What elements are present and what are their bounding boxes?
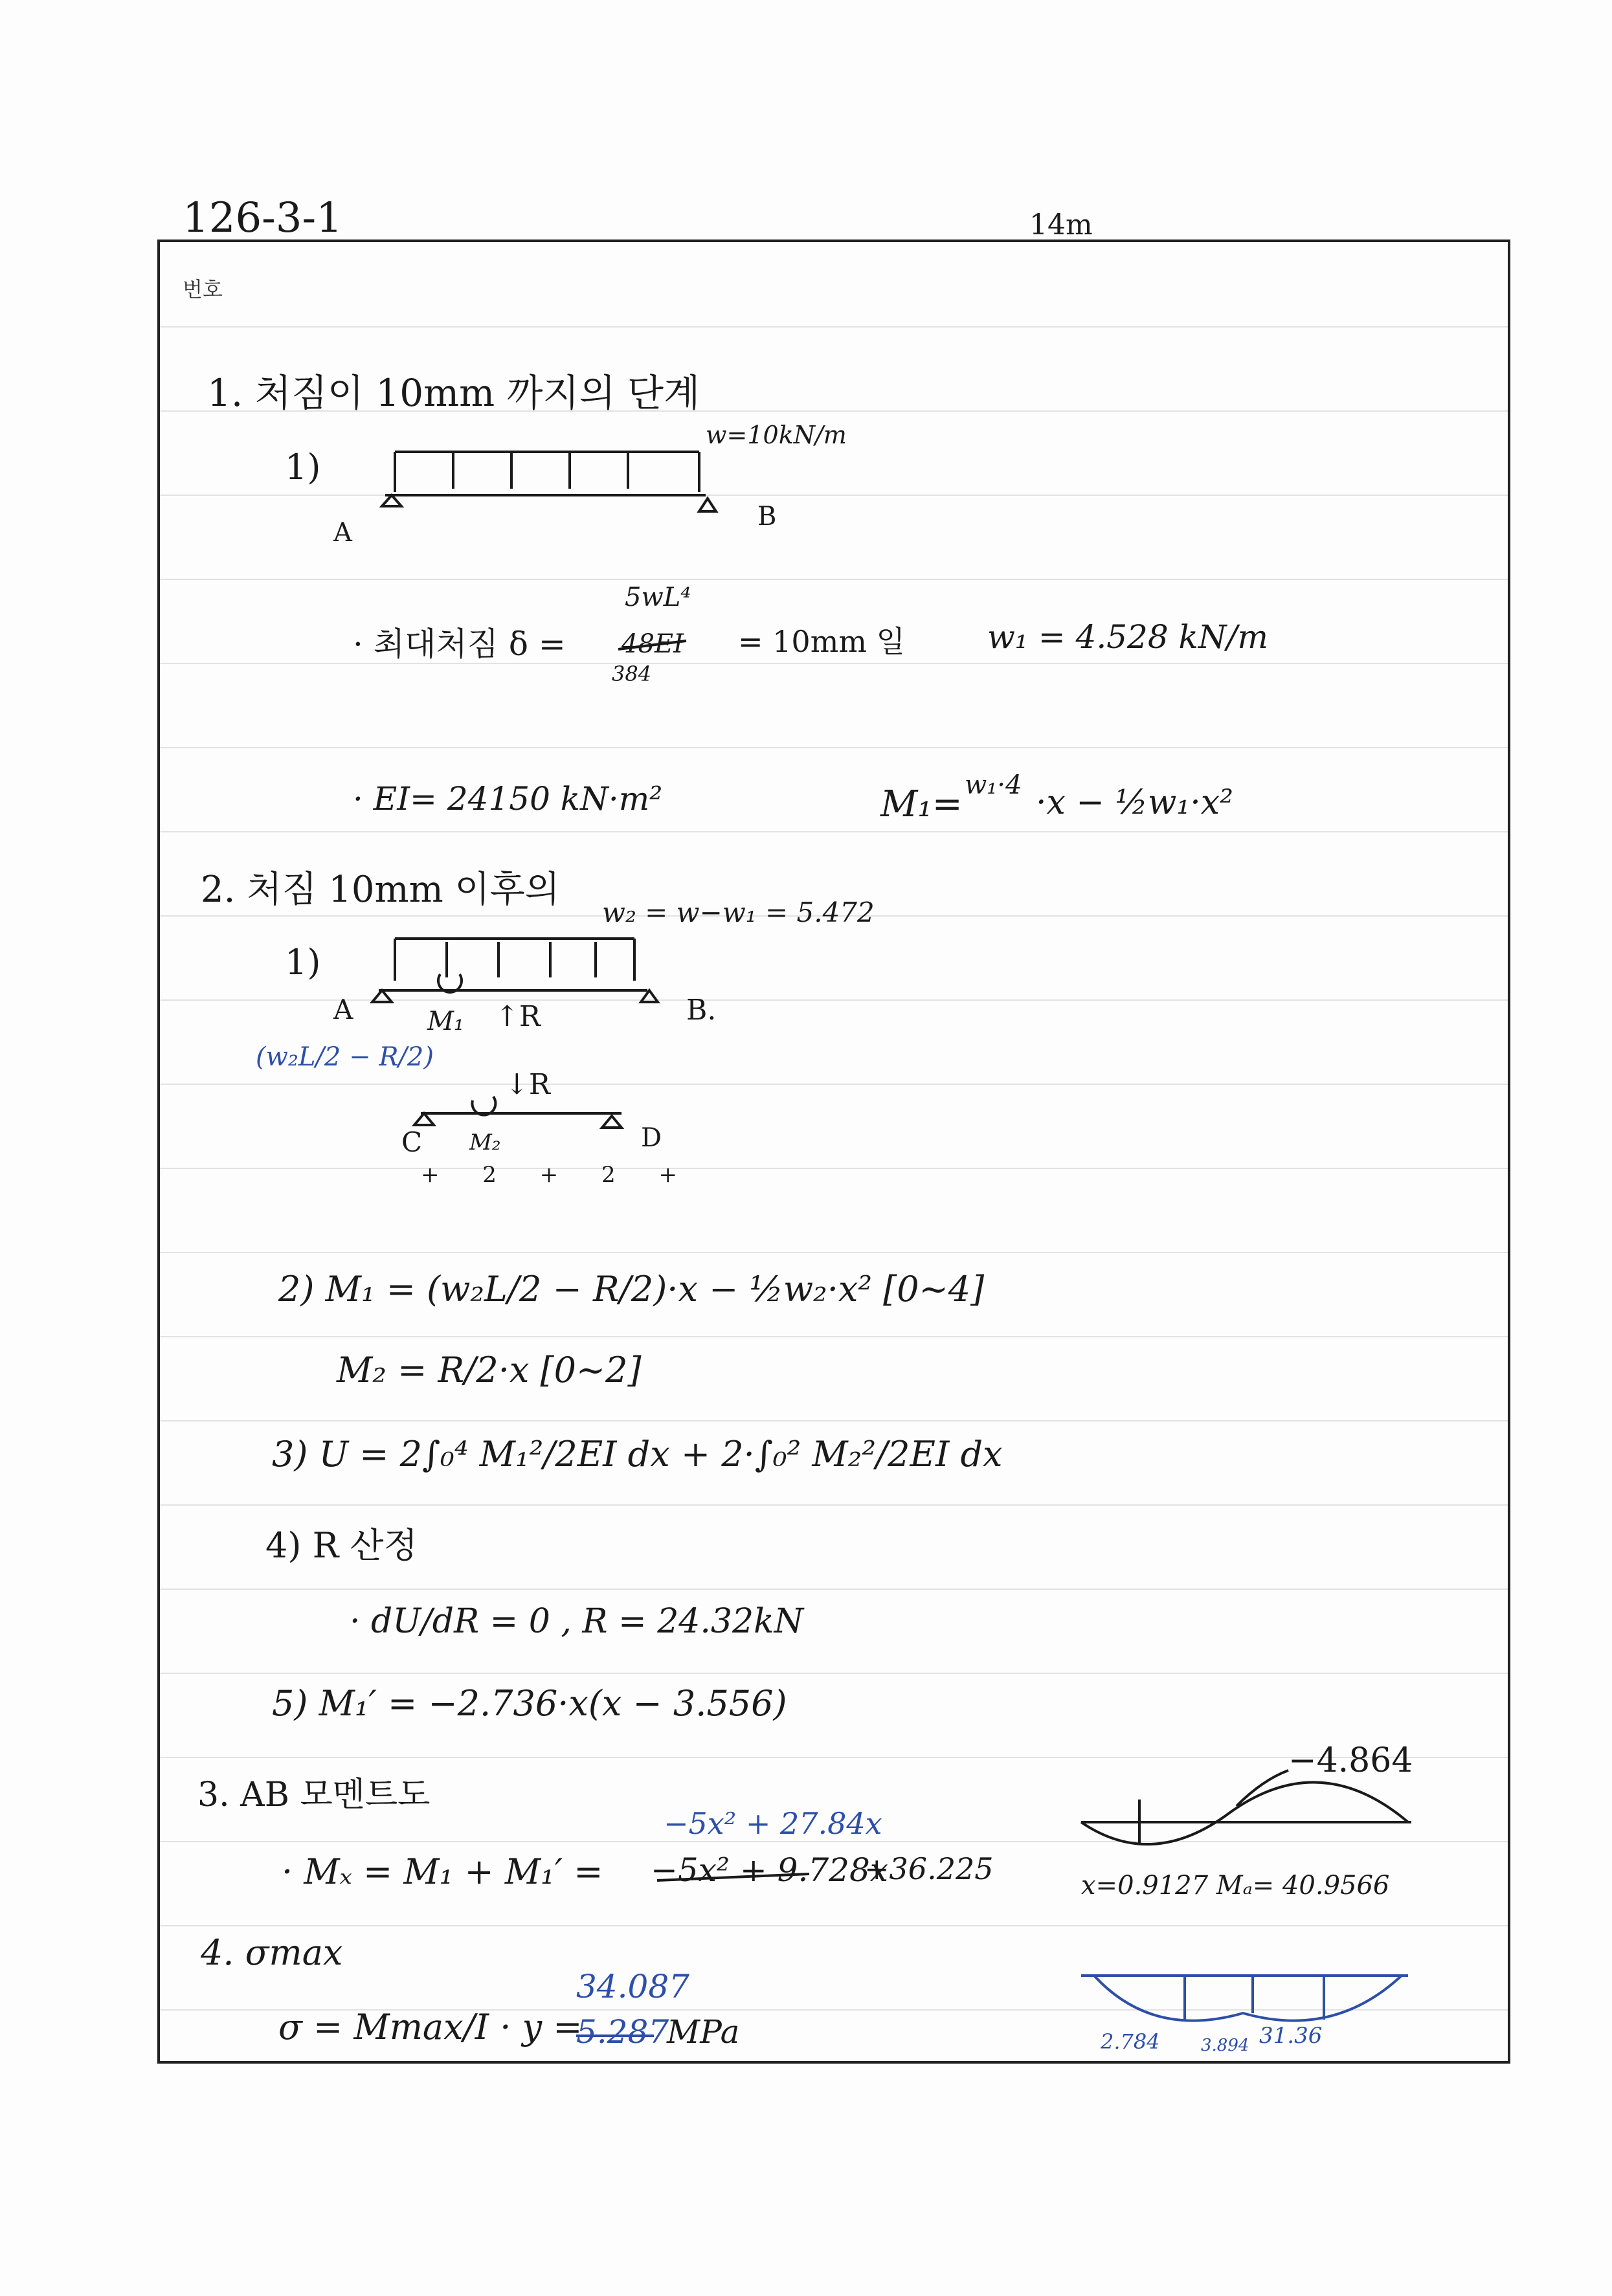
s2-step5: 5) M₁′ = −2.736·x(x − 3.556) [272,1683,787,1724]
s3-eq-tail: +36.225 [864,1851,994,1886]
page-code: 126-3-1 [183,194,342,242]
s1-pt-a: A [333,518,352,548]
header-note: 14m [1029,208,1093,241]
s2-pt-b: B. [686,994,717,1027]
s1-sub1: 1) [285,447,321,487]
s4-title: 4. σmax [201,1932,343,1973]
s1-m1-rhs: ·x − ½w₁·x² [1036,783,1233,822]
s1-deflection-label: · 최대처짐 δ = [353,625,566,663]
s4-unit: MPa [667,2013,740,2051]
beam-2-sketch [372,939,658,1002]
s2-step3: 3) U = 2∫₀⁴ M₁²/2EI dx + 2·∫₀² M₂²/2EI dx [272,1434,1003,1475]
s1-m1-sup: w₁·4 [965,770,1022,800]
s2-step4: 4) R 산정 [265,1525,418,1566]
s1-eq-10mm: = 10mm 일 [738,624,905,659]
s2-w2: w₂ = w−w₁ = 5.472 [602,897,875,928]
s2-pt-d: D [641,1123,662,1153]
s2-blue-note: (w₂L/2 − R/2) [256,1042,434,1072]
s4-struck-val: 5.287 [576,2013,669,2051]
s1-title: 1. 처짐이 10mm 까지의 단계 [207,371,700,415]
s4-blue-val: 34.087 [576,1968,689,2005]
s3-xval: x=0.9127 Mₐ= 40.9566 [1081,1871,1390,1900]
beam-3-sketch [414,1097,621,1128]
s1-frac-den-struck: 48EI [621,629,684,659]
beam-1-sketch [382,452,716,511]
s4-eq: σ = Mmax/I · y = [278,2007,583,2047]
s4-d1: 2.784 [1101,2029,1160,2054]
s2-title: 2. 처짐 10mm 이후의 [201,869,560,911]
s2-pt-a: A [333,994,353,1025]
s1-pt-b: B [757,502,777,531]
s3-blue-top: −5x² + 27.84x [664,1806,882,1841]
s2-lbl-m1: M₁ [427,1007,464,1036]
s4-d3: 31.36 [1259,2023,1323,2049]
s2-pt-c: C [401,1126,423,1158]
s1-m1-lhs: M₁= [880,783,963,825]
s3-title: 3. AB 모멘트도 [197,1776,431,1814]
s2-sub1: 1) [285,942,321,983]
box-label: 번호 [183,277,223,302]
s2-lbl-m2: M₂ [469,1130,501,1155]
s3-eq-struck: −5x² + 9.728x [651,1851,888,1889]
s1-frac-den: 384 [612,662,652,686]
s1-frac-num: 5wL⁴ [625,583,691,612]
s2-step2: 2) M₁ = (w₂L/2 − R/2)·x − ½w₂·x² [0∼4] [278,1269,985,1310]
s1-ei: · EI= 24150 kN·m² [353,780,663,818]
s1-load: w=10kN/m [706,421,847,449]
moment-diagram-sketch [1081,1770,1411,1845]
s4-d2: 3.894 [1201,2036,1249,2055]
s2-step2b: M₂ = R/2·x [0∼2] [337,1350,642,1390]
s1-w1: w₁ = 4.528 kN/m [987,618,1268,656]
s2-lbl-r: ↑R [495,1000,541,1033]
s2-spans: + 2 + 2 + [421,1162,695,1188]
s2-lbl-r2: ↓R [505,1068,550,1101]
stress-diagram-sketch [1081,1976,1408,2021]
s2-step4b: · dU/dR = 0 , R = 24.32kN [350,1602,804,1641]
s3-eq: · Mₓ = M₁ + M₁′ = [282,1851,603,1892]
s3-peak: −4.864 [1288,1741,1413,1780]
